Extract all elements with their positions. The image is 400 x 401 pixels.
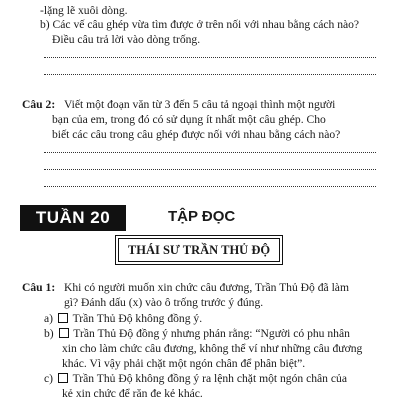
option-letter: c) xyxy=(44,372,54,385)
option-c-checkbox[interactable] xyxy=(58,373,68,383)
option-a xyxy=(44,311,202,326)
section-heading: TẬP ĐỌC xyxy=(168,208,236,225)
option-b xyxy=(44,326,350,341)
option-c xyxy=(44,371,347,386)
cau-2-line-2: bạn của em, trong đó có sử dụng ít nhất một câu ghép. Cho xyxy=(52,113,326,126)
option-b-text-line-1: Trần Thủ Độ đồng ý nhưng phán rằng: “Người có phu nhân xyxy=(73,327,350,340)
week-badge: TUẦN 20 xyxy=(20,205,126,231)
option-a-checkbox[interactable] xyxy=(58,313,68,323)
cau-2-label: Câu 2: xyxy=(22,98,56,111)
option-c-text-line-1: Trần Thủ Độ không đồng ý ra lệnh chặt một ngón chân của xyxy=(72,372,347,385)
previous-answer-line: -lặng lẽ xuôi dòng. xyxy=(40,4,128,17)
option-letter: b) xyxy=(44,327,54,340)
lesson-title: THÁI SƯ TRẦN THỦ ĐỘ xyxy=(118,238,280,262)
cau-1-line-2: gì? Đánh dấu (x) vào ô trống trước ý đúng. xyxy=(64,296,264,309)
answer-dotted-line xyxy=(44,74,376,75)
answer-dotted-line xyxy=(44,152,376,153)
cau-2-line-3: biết các câu trong câu ghép được nối với nhau bằng cách nào? xyxy=(52,128,341,141)
option-b-text-line-2: xin cho làm chức câu đương, không thể ví như những câu đương xyxy=(62,342,363,355)
cau-2-line-1: Viết một đoạn văn từ 3 đến 5 câu tả ngoại thình một người xyxy=(64,98,336,111)
answer-dotted-line xyxy=(44,186,376,187)
answer-dotted-line xyxy=(44,169,376,170)
option-b-checkbox[interactable] xyxy=(59,328,69,338)
cau-1-line-1: Khi có người muốn xin chức câu đương, Trần Thủ Độ đã làm xyxy=(64,281,349,294)
answer-dotted-line xyxy=(44,57,376,58)
cau-1-label: Câu 1: xyxy=(22,281,56,294)
question-b-line-2: Điều câu trả lời vào dòng trống. xyxy=(52,33,201,46)
question-b-line-1: b) Các vế câu ghép vừa tìm được ở trên nối với nhau bằng cách nào? xyxy=(40,18,360,31)
option-letter: a) xyxy=(44,312,54,325)
option-a-text: Trần Thủ Độ không đồng ý. xyxy=(72,312,203,325)
option-b-text-line-3: khác. Vì vậy phải chặt một ngón chân để phân biệt”. xyxy=(62,357,306,370)
option-c-text-line-2: kẻ xin chức để răn đe kẻ khác. xyxy=(62,387,203,400)
